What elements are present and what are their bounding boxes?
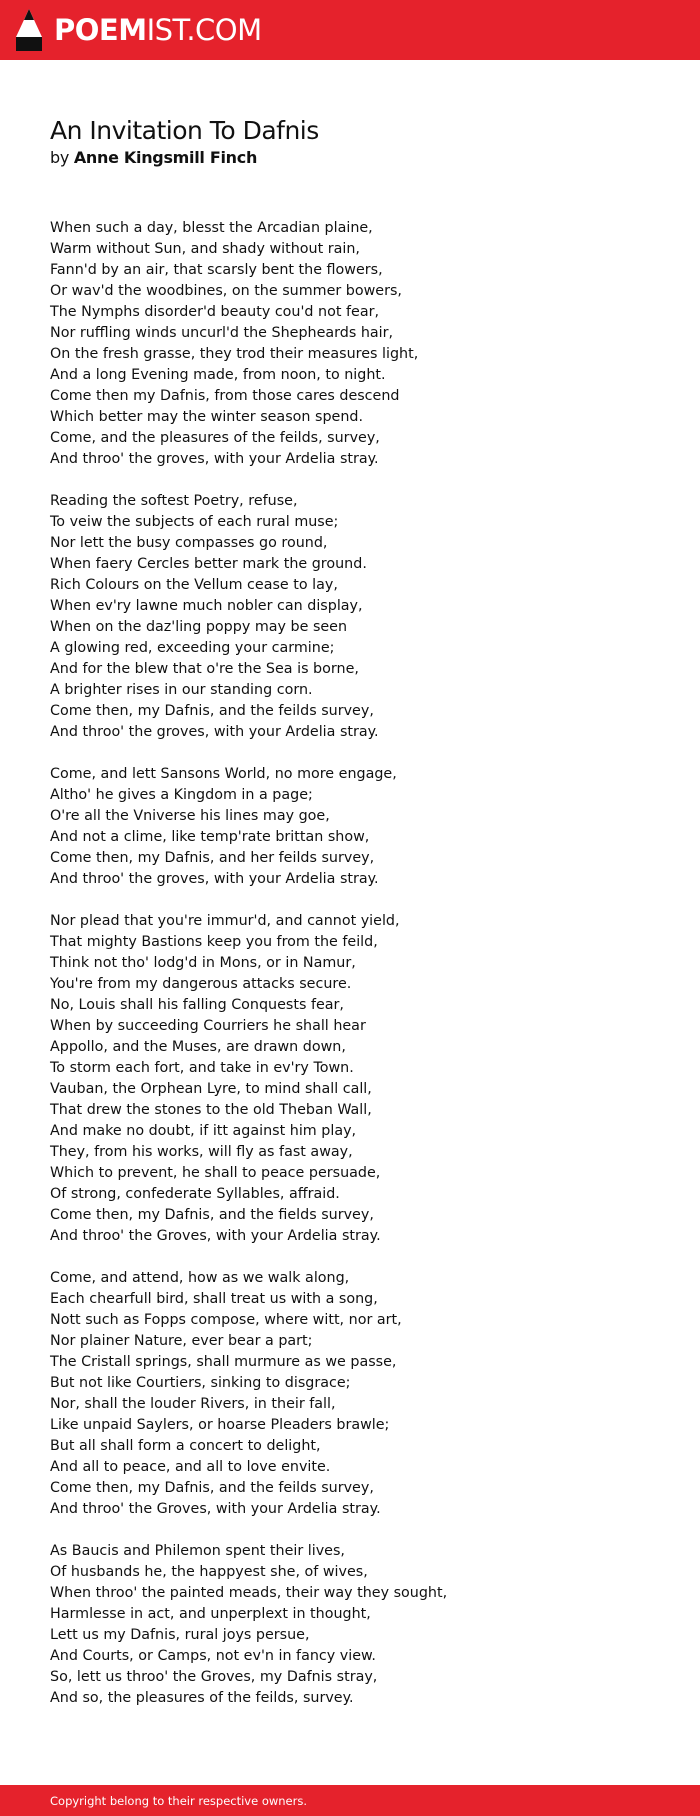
poem-line: And all to peace, and all to love envite. (50, 1459, 331, 1475)
poem-stanza (50, 218, 650, 470)
poem-line: The Nymphs disorder'd beauty cou'd not fear, (50, 304, 380, 320)
poem-line: Think not tho' lodg'd in Mons, or in Namur, (50, 955, 356, 971)
poem-line: The Cristall springs, shall murmure as we passe, (50, 1354, 397, 1370)
poem-line: Which to prevent, he shall to peace persuade, (50, 1165, 381, 1181)
poem-line: When by succeeding Courriers he shall hear (50, 1018, 366, 1034)
poem-line: Come then, my Dafnis, and the fields survey, (50, 1207, 374, 1223)
poem-line: To storm each fort, and take in ev'ry Town. (50, 1060, 354, 1076)
poem-line: Lett us my Dafnis, rural joys persue, (50, 1627, 310, 1643)
poem-line: Nor, shall the louder Rivers, in their fall, (50, 1396, 336, 1412)
poem-line: When faery Cercles better mark the ground. (50, 556, 367, 572)
poem-line: When on the daz'ling poppy may be seen (50, 619, 348, 635)
logo-text-light: IST.COM (146, 13, 262, 47)
poem-line: Or wav'd the woodbines, on the summer bowers, (50, 283, 402, 299)
poem-line: As Baucis and Philemon spent their lives, (50, 1543, 345, 1559)
poem-line: And throo' the groves, with your Ardelia stray. (50, 451, 379, 467)
poem-line: Nott such as Fopps compose, where witt, nor art, (50, 1312, 402, 1328)
poem-line: Which better may the winter season spend. (50, 409, 363, 425)
poem-line: But not like Courtiers, sinking to disgrace; (50, 1375, 351, 1391)
poem-line: Reading the softest Poetry, refuse, (50, 493, 298, 509)
poem-line: Nor plainer Nature, ever bear a part; (50, 1333, 313, 1349)
poem-line: And for the blew that o're the Sea is borne, (50, 661, 359, 677)
poem-line: Rich Colours on the Vellum cease to lay, (50, 577, 338, 593)
byline-prefix: by (50, 148, 70, 167)
poem-line: Of husbands he, the happyest she, of wives, (50, 1564, 368, 1580)
poem-line: Appollo, and the Muses, are drawn down, (50, 1039, 346, 1055)
poem-line: Nor ruffling winds uncurl'd the Shepheards hair, (50, 325, 394, 341)
poem-line: When such a day, blesst the Arcadian plaine, (50, 220, 373, 236)
poem-line: Harmlesse in act, and unperplext in thought, (50, 1606, 371, 1622)
poem-line: That mighty Bastions keep you from the feild, (50, 934, 378, 950)
poem-line: Come, and the pleasures of the feilds, survey, (50, 430, 380, 446)
poem-line: And make no doubt, if itt against him play, (50, 1123, 357, 1139)
poem-line: They, from his works, will fly as fast away, (50, 1144, 353, 1160)
poem-line: And Courts, or Camps, not ev'n in fancy view. (50, 1648, 376, 1664)
poem-line: Come then, my Dafnis, and the feilds survey, (50, 703, 374, 719)
poem-body (50, 218, 650, 1730)
poem-line: And throo' the groves, with your Ardelia stray. (50, 871, 379, 887)
poem-stanza (50, 491, 650, 743)
site-footer (0, 1785, 700, 1816)
poem-line: Like unpaid Saylers, or hoarse Pleaders brawle; (50, 1417, 390, 1433)
poem-line: But all shall form a concert to delight, (50, 1438, 321, 1454)
poem-line: A brighter rises in our standing corn. (50, 682, 313, 698)
poem-line: Come, and lett Sansons World, no more engage, (50, 766, 397, 782)
poem-stanza (50, 764, 650, 890)
pen-nib-icon (16, 9, 42, 51)
author-name[interactable]: Anne Kingsmill Finch (73, 148, 258, 167)
byline (50, 147, 257, 169)
poem-line: Fann'd by an air, that scarsly bent the flowers, (50, 262, 383, 278)
poem-stanza (50, 911, 650, 1247)
logo-wordmark (54, 10, 262, 50)
poem-line: Nor lett the busy compasses go round, (50, 535, 328, 551)
copyright-notice: Copyright belong to their respective owners. (50, 1794, 308, 1808)
poem-line: And throo' the groves, with your Ardelia stray. (50, 724, 379, 740)
site-logo-link[interactable] (16, 10, 262, 50)
site-header (0, 0, 700, 60)
poem-line: Come then my Dafnis, from those cares descend (50, 388, 400, 404)
poem-line: Of strong, confederate Syllables, affraid. (50, 1186, 340, 1202)
logo-text-bold: POEM (54, 13, 147, 47)
poem-line: Come then, my Dafnis, and her feilds survey, (50, 850, 375, 866)
poem-line: Nor plead that you're immur'd, and cannot yield, (50, 913, 400, 929)
poem-line: And not a clime, like temp'rate brittan show, (50, 829, 370, 845)
poem-line: Warm without Sun, and shady without rain, (50, 241, 360, 257)
poem-line: Altho' he gives a Kingdom in a page; (50, 787, 313, 803)
poem-stanza (50, 1541, 650, 1709)
poem-stanza (50, 1268, 650, 1520)
poem-line: Vauban, the Orphean Lyre, to mind shall call, (50, 1081, 372, 1097)
poem-line: Each chearfull bird, shall treat us with a song, (50, 1291, 378, 1307)
poem-line: And a long Evening made, from noon, to night. (50, 367, 386, 383)
poem-line: Come, and attend, how as we walk along, (50, 1270, 350, 1286)
poem-line: So, lett us throo' the Groves, my Dafnis stray, (50, 1669, 378, 1685)
poem-line: That drew the stones to the old Theban Wall, (50, 1102, 372, 1118)
poem-line: And throo' the Groves, with your Ardelia stray. (50, 1501, 381, 1517)
poem-title: An Invitation To Dafnis (50, 116, 319, 145)
poem-line: When throo' the painted meads, their way they sought, (50, 1585, 448, 1601)
poem-line: O're all the Vniverse his lines may goe, (50, 808, 330, 824)
poem-line: You're from my dangerous attacks secure. (50, 976, 352, 992)
poem-line: Come then, my Dafnis, and the feilds survey, (50, 1480, 374, 1496)
poem-line: And throo' the Groves, with your Ardelia stray. (50, 1228, 381, 1244)
poem-line: When ev'ry lawne much nobler can display, (50, 598, 363, 614)
poem-line: A glowing red, exceeding your carmine; (50, 640, 335, 656)
poem-line: And so, the pleasures of the feilds, survey. (50, 1690, 354, 1706)
poem-line: No, Louis shall his falling Conquests fear, (50, 997, 344, 1013)
poem-line: On the fresh grasse, they trod their measures light, (50, 346, 419, 362)
poem-line: To veiw the subjects of each rural muse; (50, 514, 339, 530)
